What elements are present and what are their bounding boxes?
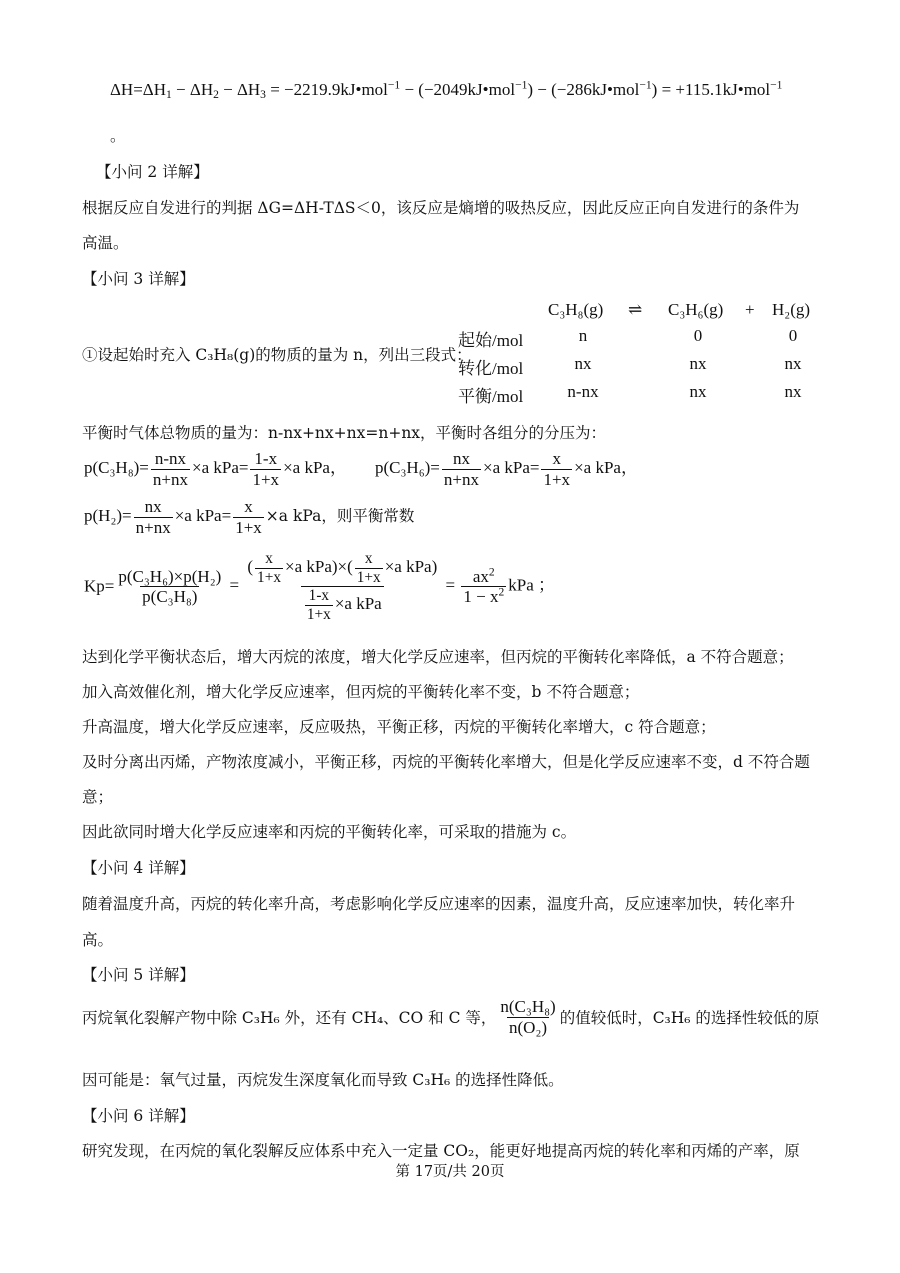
q4-heading: 【小问 4 详解】 bbox=[82, 859, 195, 877]
q6-line1: 研究发现，在丙烷的氧化裂解反应体系中充入一定量 CO₂，能更好地提高丙烷的转化率和丙烯的产率，原 bbox=[82, 1142, 800, 1160]
q2-line2: 高温。 bbox=[82, 234, 129, 252]
reaction-species-row: C₃H₈(g) ⇌ C₃H₆(g) + H₂(g) bbox=[548, 300, 811, 319]
q3-conclusion: 因此欲同时增大化学反应速率和丙烷的平衡转化率，可采取的措施为 c。 bbox=[82, 823, 577, 841]
partial-pressure-c3h8: p(C₃H₈)= $\frac{n-nx}{n+nx}$ ×a kPa= $\frac{1-x}{1+x}$ ×a kPa， bbox=[84, 449, 347, 489]
q2-heading: 【小问 2 详解】 bbox=[96, 163, 209, 181]
table-row: 平衡/mol n-nx nx nx bbox=[458, 382, 802, 406]
three-stage-table bbox=[458, 326, 838, 410]
period-mark: 。 bbox=[110, 127, 126, 145]
total-moles-line: 平衡时气体总物质的量为：n-nx+nx+nx=n+nx，平衡时各组分的分压为： bbox=[82, 424, 607, 442]
option-b-line: 加入高效催化剂，增大化学反应速率，但丙烷的平衡转化率不变，b 不符合题意； bbox=[82, 683, 640, 701]
q2-line1: 根据反应自发进行的判据 ΔG=ΔH-TΔS＜0，该反应是熵增的吸热反应，因此反应正向自发进行的条件为 bbox=[82, 199, 800, 217]
kp-equation: Kp= $\frac{\text{p(C₃H₆)×p(H₂)}}{\text{p(C₃H₈)}}$ = ( $\frac{x}{1+x}$ ×a kPa)×( $\frac{x}{1+x}$ ×a kPa) $\frac{1-x}{1+x}$ ×a kPa = $\frac{ax^2}{1 - x^2}$ kPa ； bbox=[84, 550, 555, 623]
partial-pressure-h2: p(H₂)= $\frac{nx}{n+nx}$ ×a kPa= $\frac{x}{1+x}$ ×a kPa，则平衡常数 bbox=[84, 497, 415, 537]
option-d-line2: 意； bbox=[82, 788, 114, 806]
q5-line1: 丙烷氧化裂解产物中除 C₃H₆ 外，还有 CH₄、CO 和 C 等， $\frac{\text{n(C₃H₈)}}{\text{n(O₂)}}$ 的值较低时，C₃H₆ 的选择性较低的原 bbox=[82, 997, 820, 1037]
option-d-line1: 及时分离出丙烯，产物浓度减小，平衡正移，丙烷的平衡转化率增大，但是化学反应速率不变，d 不符合题 bbox=[82, 753, 810, 771]
q6-heading: 【小问 6 详解】 bbox=[82, 1107, 195, 1125]
option-c-line: 升高温度，增大化学反应速率，反应吸热，平衡正移，丙烷的平衡转化率增大，c 符合题意； bbox=[82, 718, 716, 736]
delta-h-equation: $\Delta H=\Delta H_1 - \Delta H_2 - \Delta H_3$ = −2219.9kJ•mol$^{-1}$ − (−2049kJ•mol$^{-1}$) − (−286kJ•mol$^{-1}$) = +115.1kJ•mol$^{-1}$ bbox=[110, 78, 783, 101]
q3-intro: ①设起始时充入 C₃H₈(g)的物质的量为 n，列出三段式： bbox=[82, 346, 472, 364]
table-row: 转化/mol nx nx nx bbox=[458, 354, 802, 378]
option-a-line: 达到化学平衡状态后，增大丙烷的浓度，增大化学反应速率，但丙烷的平衡转化率降低，a 不符合题意； bbox=[82, 648, 794, 666]
table-row: 起始/mol n 0 0 bbox=[458, 326, 798, 350]
partial-pressure-c3h6: p(C₃H₆)= $\frac{nx}{n+nx}$ ×a kPa= $\frac{x}{1+x}$ ×a kPa， bbox=[375, 449, 638, 489]
page-footer: 第 17页/共 20页 bbox=[395, 1164, 505, 1180]
q5-heading: 【小问 5 详解】 bbox=[82, 966, 195, 984]
q5-line2: 因可能是：氧气过量，丙烷发生深度氧化而导致 C₃H₆ 的选择性降低。 bbox=[82, 1071, 564, 1089]
q3-heading: 【小问 3 详解】 bbox=[82, 270, 195, 288]
q4-line2: 高。 bbox=[82, 931, 114, 949]
q4-line1: 随着温度升高，丙烷的转化率升高，考虑影响化学反应速率的因素，温度升高，反应速率加快，转化率升 bbox=[82, 895, 796, 913]
